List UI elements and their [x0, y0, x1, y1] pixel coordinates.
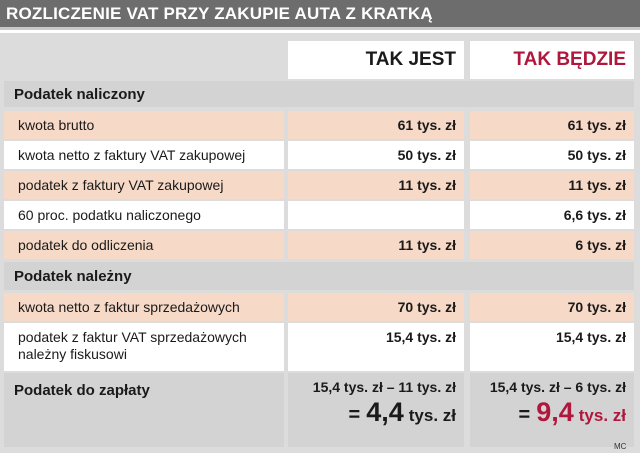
row-label-cell [4, 293, 284, 321]
value-future [470, 323, 634, 371]
table-row [0, 293, 640, 321]
row-label: kwota netto z faktur sprzedażowych [18, 299, 240, 315]
section-row-naliczony [0, 81, 640, 107]
equals-sign: = [518, 404, 531, 426]
total-current-result [349, 397, 456, 428]
header-bar [0, 0, 640, 30]
value-future [470, 201, 634, 229]
row-label: 60 proc. podatku naliczonego [18, 207, 201, 223]
section-label: Podatek naliczony [14, 85, 145, 103]
column-header-future-label: TAK BĘDZIE [513, 49, 626, 70]
row-label-cell [4, 201, 284, 229]
row-label: podatek z faktur VAT sprzedażowych należny fiskusowi [18, 329, 247, 362]
row-label: podatek z faktury VAT zakupowej [18, 177, 224, 193]
total-current-value: 4,4 [366, 397, 404, 427]
header-empty-cell [4, 41, 284, 79]
total-future-unit: tys. zł [578, 406, 626, 425]
value-current [288, 171, 464, 199]
column-header-future [470, 41, 634, 79]
vat-table [0, 33, 640, 453]
row-label-cell [4, 231, 284, 259]
value-current-text: 61 tys. zł [397, 117, 456, 133]
section-row-nalezny [0, 262, 640, 290]
total-future [470, 373, 634, 447]
equals-sign: = [348, 404, 361, 426]
table-row [0, 201, 640, 229]
value-current-text: 50 tys. zł [397, 147, 456, 163]
total-current [288, 373, 464, 447]
value-future-text: 6,6 tys. zł [563, 207, 626, 223]
column-header-row [0, 41, 640, 79]
table-row [0, 171, 640, 199]
value-current-text: 11 tys. zł [398, 237, 456, 253]
value-current [288, 323, 464, 371]
value-current-text: 15,4 tys. zł [385, 329, 456, 345]
value-future-text: 11 tys. zł [568, 177, 626, 193]
row-label: kwota brutto [18, 117, 95, 133]
total-row [0, 373, 640, 447]
value-future [470, 171, 634, 199]
row-label: kwota netto z faktury VAT zakupowej [18, 147, 246, 163]
value-current-text: 70 tys. zł [397, 299, 456, 315]
value-future [470, 293, 634, 321]
total-label: Podatek do zapłaty [14, 382, 150, 399]
author-credit: MC [614, 442, 627, 451]
page-title: ROZLICZENIE VAT PRZY ZAKUPIE AUTA Z KRATKĄ [6, 4, 433, 23]
section-label: Podatek należny [14, 267, 132, 285]
total-future-formula: 15,4 tys. zł – 6 tys. zł [489, 379, 626, 395]
value-future [470, 141, 634, 169]
row-label-cell [4, 323, 284, 371]
table-row [0, 231, 640, 259]
total-label-cell [4, 373, 284, 447]
column-header-current-label: TAK JEST [365, 49, 456, 70]
value-future-text: 61 tys. zł [567, 117, 626, 133]
value-future-text: 50 tys. zł [567, 147, 626, 163]
total-current-formula: 15,4 tys. zł – 11 tys. zł [312, 379, 456, 395]
value-current [288, 231, 464, 259]
value-future [470, 111, 634, 139]
total-current-unit: tys. zł [408, 406, 456, 425]
value-future-text: 15,4 tys. zł [555, 329, 626, 345]
row-label: podatek do odliczenia [18, 237, 154, 253]
value-current-text: 11 tys. zł [398, 177, 456, 193]
value-future-text: 70 tys. zł [567, 299, 626, 315]
table-row [0, 323, 640, 371]
value-current [288, 111, 464, 139]
total-future-value: 9,4 [536, 397, 574, 427]
row-label-cell [4, 111, 284, 139]
column-header-current [288, 41, 464, 79]
total-future-result [519, 397, 626, 428]
row-label-cell [4, 141, 284, 169]
table-row [0, 141, 640, 169]
value-current [288, 201, 464, 229]
value-future-text: 6 tys. zł [575, 237, 626, 253]
row-label-cell [4, 171, 284, 199]
value-current [288, 141, 464, 169]
value-future [470, 231, 634, 259]
section-heading [4, 81, 634, 107]
table-row [0, 111, 640, 139]
section-heading [4, 262, 634, 290]
value-current [288, 293, 464, 321]
